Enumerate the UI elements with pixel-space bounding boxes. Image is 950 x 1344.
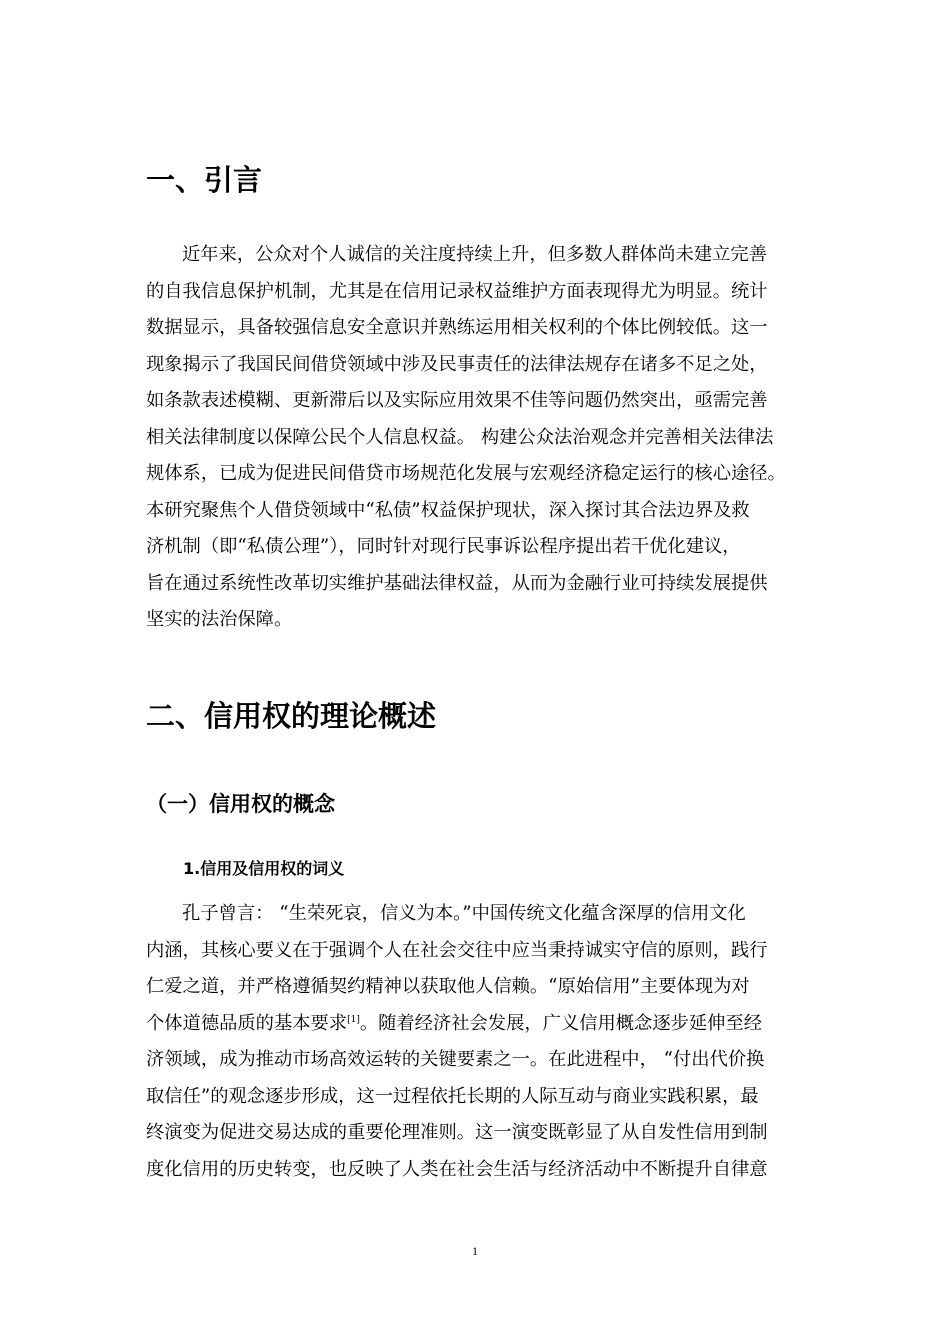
paragraph-line: 旨在通过系统性改革切实维护基础法律权益，从而为金融行业可持续发展提供 [146, 572, 768, 594]
paragraph-line: 取信任”的观念逐步形成，这一过程依托长期的人际互动与商业实践积累，最 [146, 1085, 759, 1107]
paragraph-line: 现象揭示了我国民间借贷领域中涉及民事责任的法律法规存在诸多不足之处， [146, 353, 768, 375]
paragraph-line: 仁爱之道，并严格遵循契约精神以获取他人信赖。“原始信用”主要体现为对 [146, 976, 750, 997]
paragraph-line [146, 1006, 806, 1043]
paragraph-line: 相关法律制度以保障公民个人信息权益。 构建公众法治观念并完善相关法律法 [146, 426, 774, 448]
line-text: 。随着经济社会发展，广义信用概念逐步延伸至经 [359, 1012, 763, 1034]
section-heading-credit-right-theory: 二、信用权的理论概述 [146, 699, 437, 733]
paragraph-line: 内涵，其核心要义在于强调个人在社会交往中应当秉持诚实守信的原则，践行 [146, 939, 768, 961]
paragraph-line: 度化信用的历史转变，也反映了人类在社会生活与经济活动中不断提升自律意 [146, 1158, 768, 1180]
paragraph-line: 坚实的法治保障。 [146, 609, 293, 630]
line-text: 个体道德品质的基本要求 [146, 1012, 348, 1034]
subsection-heading-credit-right-concept: （一）信用权的概念 [146, 792, 335, 816]
paragraph-line: 规体系，已成为促进民间借贷市场规范化发展与宏观经济稳定运行的核心途径。 [146, 463, 786, 484]
section-heading-introduction: 一、引言 [146, 163, 263, 197]
paragraph-line: 的自我信息保护机制，尤其是在信用记录权益维护方面表现得尤为明显。统计 [146, 280, 768, 302]
paragraph-line: 济机制（即“私债公理”），同时针对现行民事诉讼程序提出若干优化建议， [146, 536, 741, 557]
item-heading-credit-meaning: 1.信用及信用权的词义 [183, 859, 345, 878]
citation-reference: [1] [347, 1014, 360, 1025]
introduction-paragraph [146, 237, 806, 639]
paragraph-line: 数据显示，具备较强信息安全意识并熟练运用相关权利的个体比例较低。这一 [146, 317, 768, 338]
page-number: 1 [472, 1244, 478, 1258]
paragraph-line: 近年来，公众对个人诚信的关注度持续上升，但多数人群体尚未建立完善 [182, 244, 767, 265]
credit-meaning-paragraph [146, 896, 806, 1188]
paragraph-line: 本研究聚焦个人借贷领域中“私债”权益保护现状，深入探讨其合法边界及救 [146, 499, 750, 521]
paragraph-line: 孔子曾言： “生荣死哀，信义为本。”中国传统文化蕴含深厚的信用文化 [182, 903, 746, 924]
paragraph-line: 济领域，成为推动市场高效运转的关键要素之一。在此进程中， “付出代价换 [146, 1049, 765, 1070]
paragraph-line: 如条款表述模糊、更新滞后以及实际应用效果不佳等问题仍然突出，亟需完善 [146, 390, 768, 411]
paragraph-line: 终演变为促进交易达成的重要伦理准则。这一演变既彰显了从自发性信用到制 [146, 1122, 768, 1143]
